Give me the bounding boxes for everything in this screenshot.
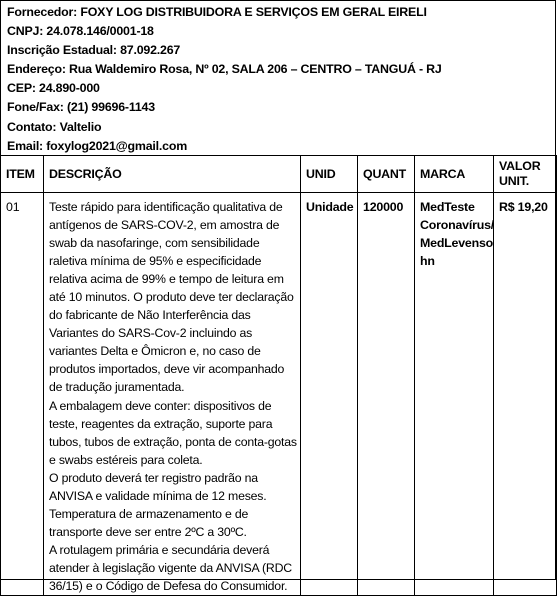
header-descricao: DESCRIÇÃO (44, 156, 301, 193)
cell-unid: Unidade (301, 193, 358, 596)
header-valor-line1: VALOR (499, 159, 541, 173)
cell-quant: 120000 (358, 193, 415, 596)
supplier-cep: CEP: 24.890-000 (7, 81, 100, 96)
table-row (1, 193, 557, 596)
description-paragraph: Teste rápido para identificação qualitativa de antígenos de SARS-COV-2, em amostra de swab da nasofaringe, com sensibilidade raletiva mínima de 95% e especificidade relativa acima de 99% e tempo de leitura em até 10 minutos. O produto deve ter declaração do fabricante de Não Interferência das Variantes do SARS-Cov-2 incluindo as variantes Delta e Ômicron e, no caso de produtos importados, deve vir acompanhado de tradução juramentada. (49, 200, 294, 395)
cell-valor: R$ 19,20 (494, 193, 557, 596)
description-paragraph: Temperatura de armazenamento e de transporte deve ser entre 2ºC a 30ºC. (49, 506, 249, 539)
supplier-name: Fornecedor: FOXY LOG DISTRIBUIDORA E SERVIÇOS EM GERAL EIRELI (7, 5, 427, 19)
table-header-row (1, 156, 557, 193)
cell-marca: MedTeste Coronavírus/ MedLevenso hn (415, 193, 494, 596)
supplier-phone: Fone/Fax: (21) 99696-1143 (7, 100, 155, 115)
header-quant: QUANT (358, 156, 415, 193)
supplier-info (1, 1, 555, 156)
header-marca: MARCA (415, 156, 494, 193)
cell-description (44, 193, 301, 596)
supplier-email: Email: foxylog2021@gmail.com (7, 138, 188, 153)
description-paragraph: O produto deverá ter registro padrão na ANVISA e validade mínima de 12 meses. (49, 470, 267, 503)
header-unid: UNID (301, 156, 358, 193)
supplier-cnpj: CNPJ: 24.078.146/0001-18 (7, 24, 154, 39)
cell-item: 01 (1, 193, 44, 596)
supplier-contact: Contato: Valtelio (7, 119, 102, 134)
supplier-state-registration: Inscrição Estadual: 87.092.267 (7, 43, 181, 58)
description-paragraph: A embalagem deve conter: dispositivos de teste, reagentes da extração, suporte para tubos, tubos de extração, ponta de conta-gotas e swabs estéreis para coleta. (49, 398, 297, 467)
items-table (0, 155, 557, 596)
description-paragraph: A rotulagem primária e secundária deverá atender à legislação vigente da ANVISA (RDC 36/15) e o Código de Defesa do Consumidor. (49, 542, 292, 593)
header-valor-unit (494, 156, 557, 193)
supplier-address: Endereço: Rua Waldemiro Rosa, Nº 02, SALA 206 – CENTRO – TANGUÁ - RJ (7, 62, 442, 77)
header-item: ITEM (1, 156, 44, 193)
header-valor-line2: UNIT. (499, 174, 529, 188)
